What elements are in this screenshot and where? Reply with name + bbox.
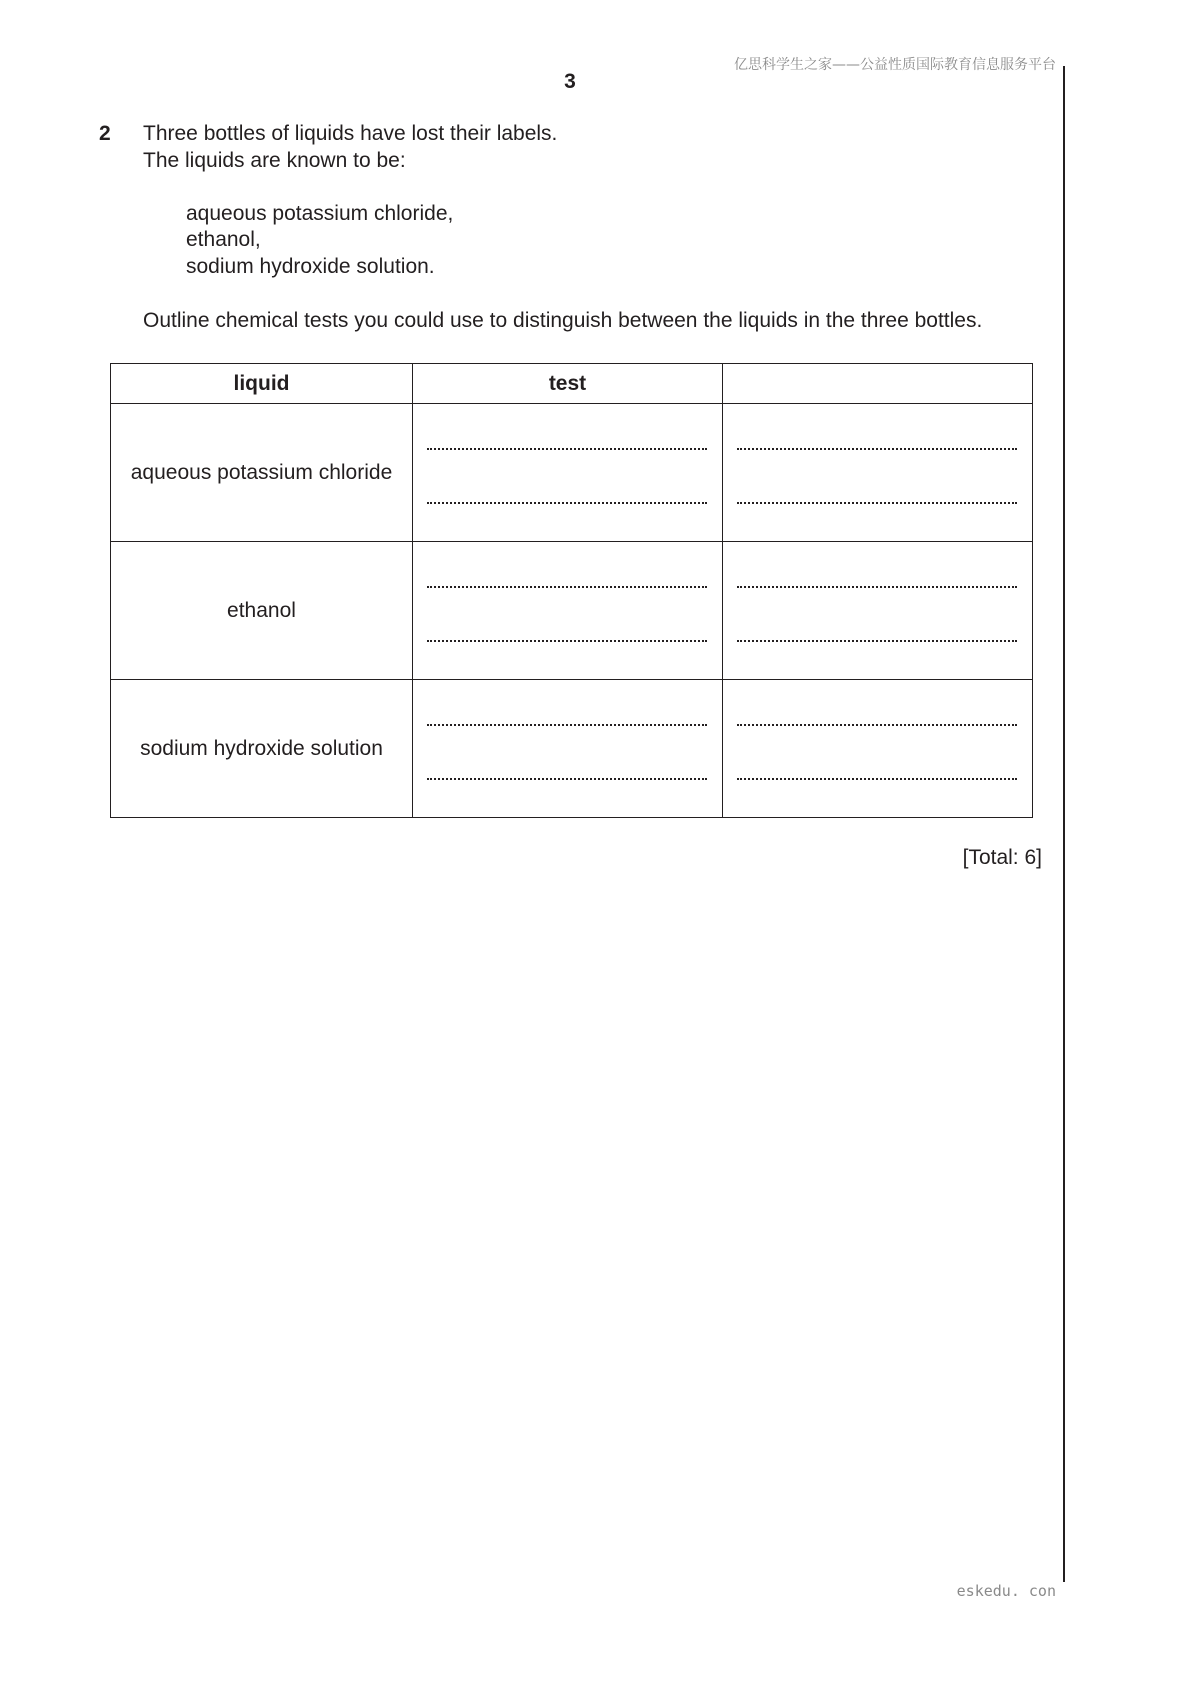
header-result (723, 364, 1033, 404)
answer-line[interactable] (427, 586, 707, 588)
page-number: 3 (564, 70, 576, 93)
table-row (111, 542, 1033, 680)
header-watermark: 亿思科学生之家——公益性质国际教育信息服务平台 (734, 57, 1056, 73)
header-test: test (413, 364, 723, 404)
answer-table (110, 363, 1033, 818)
answer-line[interactable] (427, 448, 707, 450)
total-marks: [Total: 6] (962, 846, 1042, 869)
liquid-cell: sodium hydroxide solution (111, 680, 413, 818)
question-number: 2 (99, 122, 111, 145)
answer-line[interactable] (427, 778, 707, 780)
header-liquid: liquid (111, 364, 413, 404)
question-line-1: Three bottles of liquids have lost their labels. (143, 122, 558, 145)
result-answer-cell[interactable] (723, 542, 1033, 680)
footer-watermark: eskedu. con (956, 1582, 1056, 1600)
answer-line[interactable] (737, 502, 1017, 504)
table-row (111, 680, 1033, 818)
test-answer-cell[interactable] (413, 680, 723, 818)
result-answer-cell[interactable] (723, 404, 1033, 542)
answer-line[interactable] (427, 640, 707, 642)
liquid-item-3: sodium hydroxide solution. (186, 255, 435, 278)
liquid-cell: aqueous potassium chloride (111, 404, 413, 542)
test-answer-cell[interactable] (413, 404, 723, 542)
question-instruction: Outline chemical tests you could use to distinguish between the liquids in the three bottles. (143, 309, 983, 332)
answer-line[interactable] (737, 586, 1017, 588)
question-line-2: The liquids are known to be: (143, 149, 406, 172)
answer-line[interactable] (737, 724, 1017, 726)
test-answer-cell[interactable] (413, 542, 723, 680)
answer-line[interactable] (427, 724, 707, 726)
liquid-item-1: aqueous potassium chloride, (186, 202, 454, 225)
result-answer-cell[interactable] (723, 680, 1033, 818)
liquid-cell: ethanol (111, 542, 413, 680)
liquid-item-2: ethanol, (186, 228, 261, 251)
answer-line[interactable] (737, 640, 1017, 642)
answer-line[interactable] (427, 502, 707, 504)
table-header-row (111, 364, 1033, 404)
margin-line (1063, 66, 1065, 1582)
table-row (111, 404, 1033, 542)
answer-line[interactable] (737, 448, 1017, 450)
answer-line[interactable] (737, 778, 1017, 780)
